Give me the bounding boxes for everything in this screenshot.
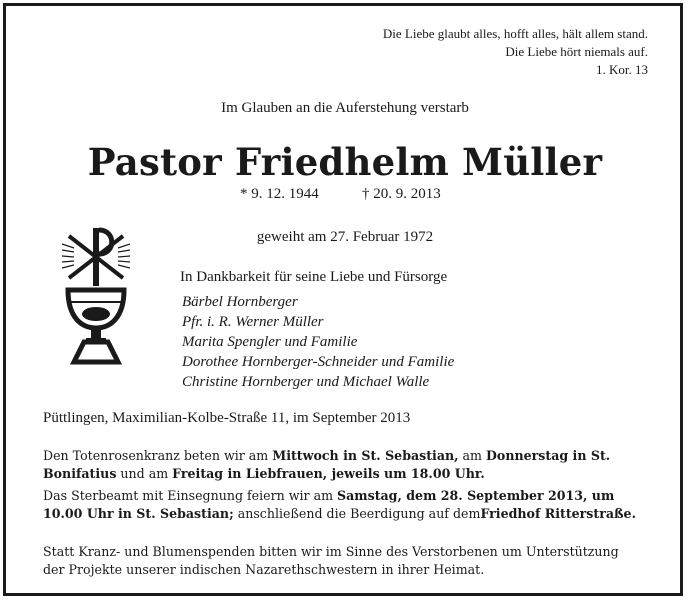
requiem-paragraph: Das Sterbeamt mit Einsegnung feiern wir am Samstag, dem 28. September 2013, um 10.00 Uhr in St. Sebastian; anschließend die Beerdigung auf demFriedhof Ritterstraße.: [43, 488, 636, 521]
rosary-paragraph: Den Totenrosenkranz beten wir am Mittwoch in St. Sebastian, am Donnerstag in St. Bonifatius und am Freitag in Liebfrauen, jeweils um 18.00 Uhr.: [43, 448, 611, 481]
ordination-date: geweiht am 27. Februar 1972: [256, 229, 434, 245]
mourner-3: Marita Spengler und Familie: [182, 334, 358, 350]
donation-paragraph: Statt Kranz- und Blumenspenden bitten wir im Sinne des Verstorbenen um Unterstützung der Projekte unserer indischen Nazarethschwestern in ihrer Heimat.: [43, 544, 619, 577]
death-date: † 20. 9. 2013: [362, 186, 441, 202]
intro-line: Im Glauben an die Auferstehung verstarb: [221, 100, 469, 116]
place-date-line: Püttlingen, Maximilian-Kolbe-Straße 11, im September 2013: [43, 410, 411, 426]
deceased-name: Pastor Friedhelm Müller: [87, 140, 603, 184]
birth-date: * 9. 12. 1944: [240, 186, 319, 202]
gratitude-line: In Dankbarkeit für seine Liebe und Fürsorge: [180, 269, 448, 285]
mourner-4: Dorothee Hornberger-Schneider und Familie: [182, 354, 455, 370]
chi-rho-chalice-icon: [60, 226, 132, 366]
motto-reference: 1. Kor. 13: [596, 62, 648, 77]
mourner-1: Bärbel Hornberger: [182, 294, 298, 310]
motto-line-2: Die Liebe hört niemals auf.: [505, 44, 648, 59]
mourner-5: Christine Hornberger und Michael Walle: [182, 374, 430, 390]
motto-line-1: Die Liebe glaubt alles, hofft alles, hält allem stand.: [382, 26, 648, 41]
mourner-2: Pfr. i. R. Werner Müller: [182, 314, 324, 330]
